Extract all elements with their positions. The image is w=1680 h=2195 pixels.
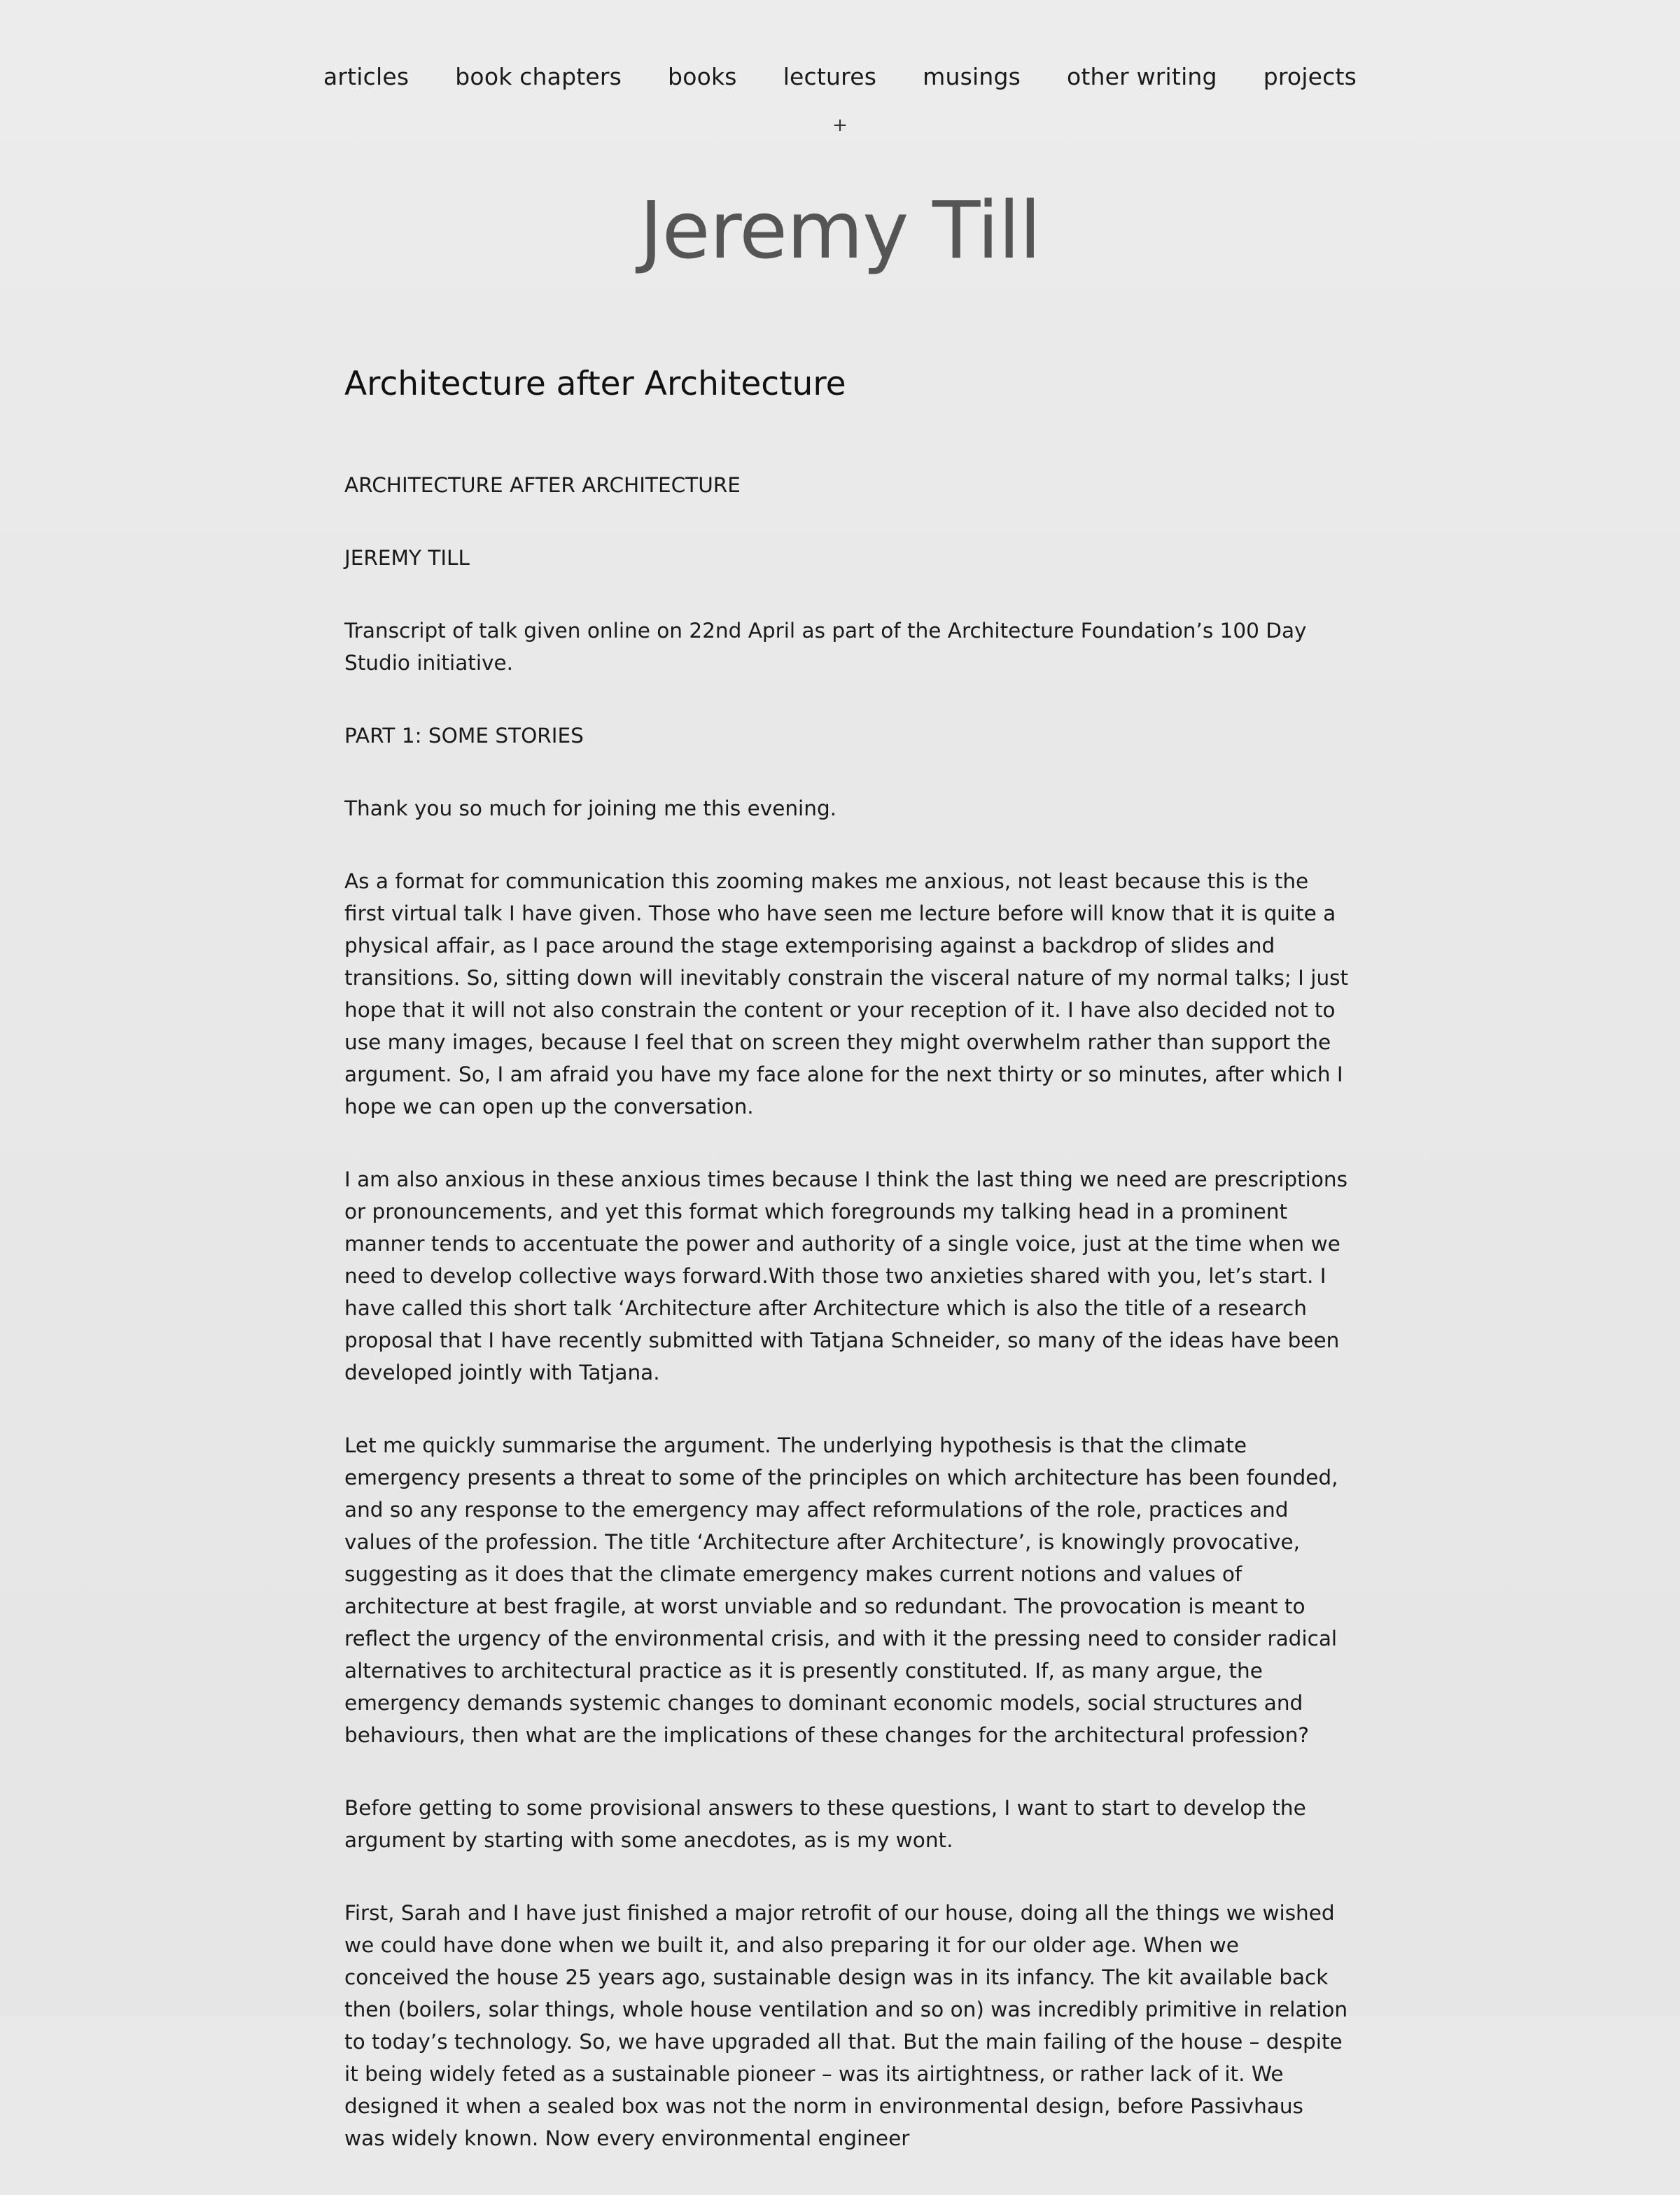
nav-item-lectures[interactable]: lectures [783,63,877,90]
nav-item-projects[interactable]: projects [1263,63,1357,90]
paragraph: Transcript of talk given online on 22nd April as part of the Architecture Foundation’s 100 Day Studio initiative. [344,619,1307,675]
section-heading: PART 1: SOME STORIES [344,724,584,748]
author-line: JEREMY TILL [344,546,470,570]
nav-item-articles[interactable]: articles [323,63,410,90]
nav-item-other-writing[interactable]: other writing [1067,63,1217,90]
nav-item-books[interactable]: books [668,63,737,90]
site-title[interactable]: Jeremy Till [639,185,1041,276]
post-body [344,469,1350,2154]
main-nav [0,63,1680,90]
post-content [344,358,1350,2195]
heading-line: ARCHITECTURE AFTER ARCHITECTURE [344,473,741,497]
paragraph: I am also anxious in these anxious times because I think the last thing we need are prescriptions or pronouncements, and yet this format which foregrounds my talking head in a prominent manner tends to accentuate the power and authority of a single voice, just at the time when we need to develop collective ways forward.With those two anxieties shared with you, let’s start. I have called this short talk ‘Architecture after Architecture which is also the title of a research proposal that I have recently submitted with Tatjana Schneider, so many of the ideas have been developed jointly with Tatjana. [344,1167,1348,1384]
paragraph: Let me quickly summarise the argument. The underlying hypothesis is that the climate emergency presents a threat to some of the principles on which architecture has been founded, and so any response to the emergency may affect reformulations of the role, practices and values of the profession. The title ‘Architecture after Architecture’, is knowingly provocative, suggesting as it does that the climate emergency makes current notions and values of architecture at best fragile, at worst unviable and so redundant. The provocation is meant to reflect the urgency of the environmental crisis, and with it the pressing need to consider radical alternatives to architectural practice as it is presently constituted. If, as many argue, the emergency demands systemic changes to dominant economic models, social structures and behaviours, then what are the implications of these changes for the architectural profession? [344,1433,1338,1747]
nav-more-toggle[interactable]: + [832,115,848,136]
nav-item-book-chapters[interactable]: book chapters [455,63,622,90]
post-title: Architecture after Architecture [344,365,846,403]
nav-item-musings[interactable]: musings [923,63,1021,90]
paragraph: As a format for communication this zooming makes me anxious, not least because this is the first virtual talk I have given. Those who have seen me lecture before will know that it is quite a physical affair, as I pace around the stage extemporising against a backdrop of slides and transitions. So, sitting down will inevitably constrain the visceral nature of my normal talks; I just hope that it will not also constrain the content or your reception of it. I have also decided not to use many images, because I feel that on screen they might overwhelm rather than support the argument. So, I am afraid you have my face alone for the next thirty or so minutes, after which I hope we can open up the conversation. [344,869,1349,1118]
paragraph: Before getting to some provisional answers to these questions, I want to start to develop the argument by starting with some anecdotes, as is my wont. [344,1796,1306,1852]
paragraph: Thank you so much for joining me this evening. [344,797,837,820]
paragraph: First, Sarah and I have just finished a major retrofit of our house, doing all the things we wished we could have done when we built it, and also preparing it for our older age. When we conceived the house 25 years ago, sustainable design was in its infancy. The kit available back then (boilers, solar things, whole house ventilation and so on) was incredibly primitive in relation to today’s technology. So, we have upgraded all that. But the main failing of the house – despite it being widely feted as a sustainable pioneer – was its airtightness, or rather lack of it. We designed it when a sealed box was not the norm in environmental design, before Passivhaus was widely known. Now every environmental engineer [344,1901,1348,2150]
